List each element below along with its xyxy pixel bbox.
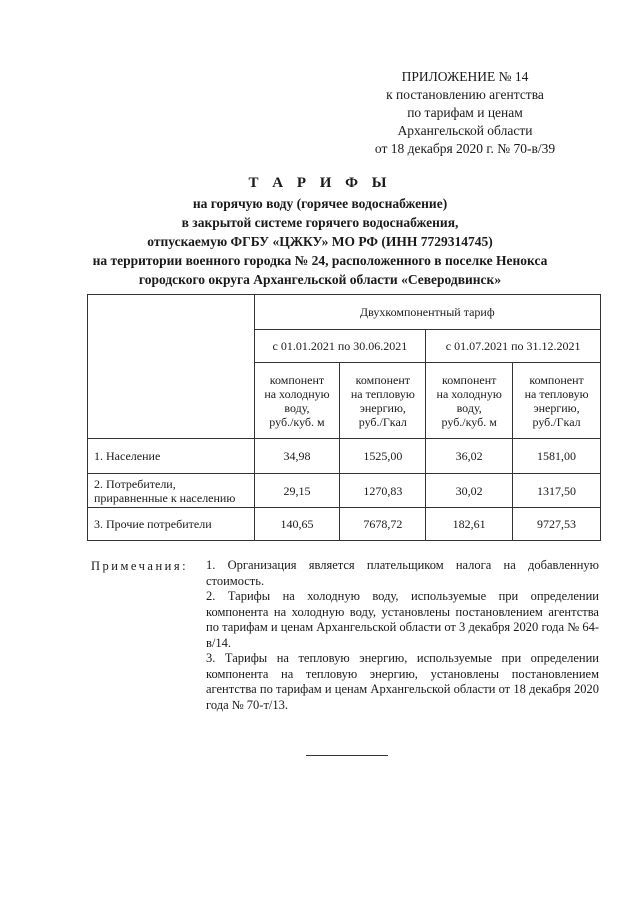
document-title: Т А Р И Ф Ы [248, 175, 392, 191]
appendix-date: от 18 декабря 2020 г. № 70-в/39 [374, 141, 556, 156]
cell-value: 140,65 [254, 508, 340, 541]
appendix-line: Архангельской области [397, 123, 533, 138]
cell-value: 1581,00 [513, 439, 601, 474]
header-period-2: с 01.07.2021 по 31.12.2021 [426, 330, 601, 363]
cell-value: 182,61 [426, 508, 513, 541]
header-component-cold: компонент на холодную воду, руб./куб. м [254, 363, 340, 439]
cell-value: 1317,50 [513, 474, 601, 508]
document-title-block [40, 174, 600, 289]
cell-value: 34,98 [254, 439, 340, 474]
note-item: 1. Организация является плательщиком налога на добавленную стоимость. [206, 558, 599, 588]
cell-value: 1525,00 [340, 439, 426, 474]
cell-value: 36,02 [426, 439, 513, 474]
table-header-row [88, 295, 601, 330]
table-corner-cell [88, 295, 255, 439]
header-component-heat: компонент на тепловую энергию, руб./Гкал [340, 363, 426, 439]
row-label: 1. Население [88, 439, 255, 474]
appendix-header [350, 68, 580, 158]
title-line: отпускаемую ФГБУ «ЦЖКУ» МО РФ (ИНН 7729314745) [147, 234, 493, 249]
title-line: на горячую воду (горячее водоснабжение) [192, 196, 448, 211]
header-component-heat: компонент на тепловую энергию, руб./Гкал [513, 363, 601, 439]
cell-value: 30,02 [426, 474, 513, 508]
title-line: городского округа Архангельской области «Северодвинск» [138, 272, 502, 287]
notes-label: Примечания: [91, 559, 189, 573]
header-two-component-tariff: Двухкомпонентный тариф [254, 295, 600, 330]
header-period-1: с 01.01.2021 по 30.06.2021 [254, 330, 426, 363]
title-line: на территории военного городка № 24, расположенного в поселке Ненокса [92, 253, 548, 268]
appendix-line: по тарифам и ценам [407, 105, 523, 120]
row-label: 2. Потребители, приравненные к населению [88, 474, 255, 508]
cell-value: 1270,83 [340, 474, 426, 508]
cell-value: 29,15 [254, 474, 340, 508]
header-component-cold: компонент на холодную воду, руб./куб. м [426, 363, 513, 439]
closing-divider [306, 755, 388, 756]
cell-value: 9727,53 [513, 508, 601, 541]
appendix-line: к постановлению агентства [386, 87, 544, 102]
title-line: в закрытой системе горячего водоснабжения, [181, 215, 459, 230]
tariff-table [87, 294, 601, 541]
notes-list [206, 558, 599, 713]
note-item: 3. Тарифы на тепловую энергию, используемые при определении компонента на тепловую энергию, установлены постановлением агентства по тарифам и ценам Архангельской области от 18 декабря 2020 года № 70-т/13. [206, 651, 599, 712]
table-row [88, 474, 601, 508]
cell-value: 7678,72 [340, 508, 426, 541]
note-item: 2. Тарифы на холодную воду, используемые при определении компонента на холодную воду, установлены постановлением агентства по тарифам и ценам Архангельской области от 3 декабря 2020 года № 64-в/14. [206, 589, 599, 650]
table-row [88, 508, 601, 541]
table-row [88, 439, 601, 474]
row-label: 3. Прочие потребители [88, 508, 255, 541]
appendix-title: ПРИЛОЖЕНИЕ № 14 [401, 69, 529, 84]
